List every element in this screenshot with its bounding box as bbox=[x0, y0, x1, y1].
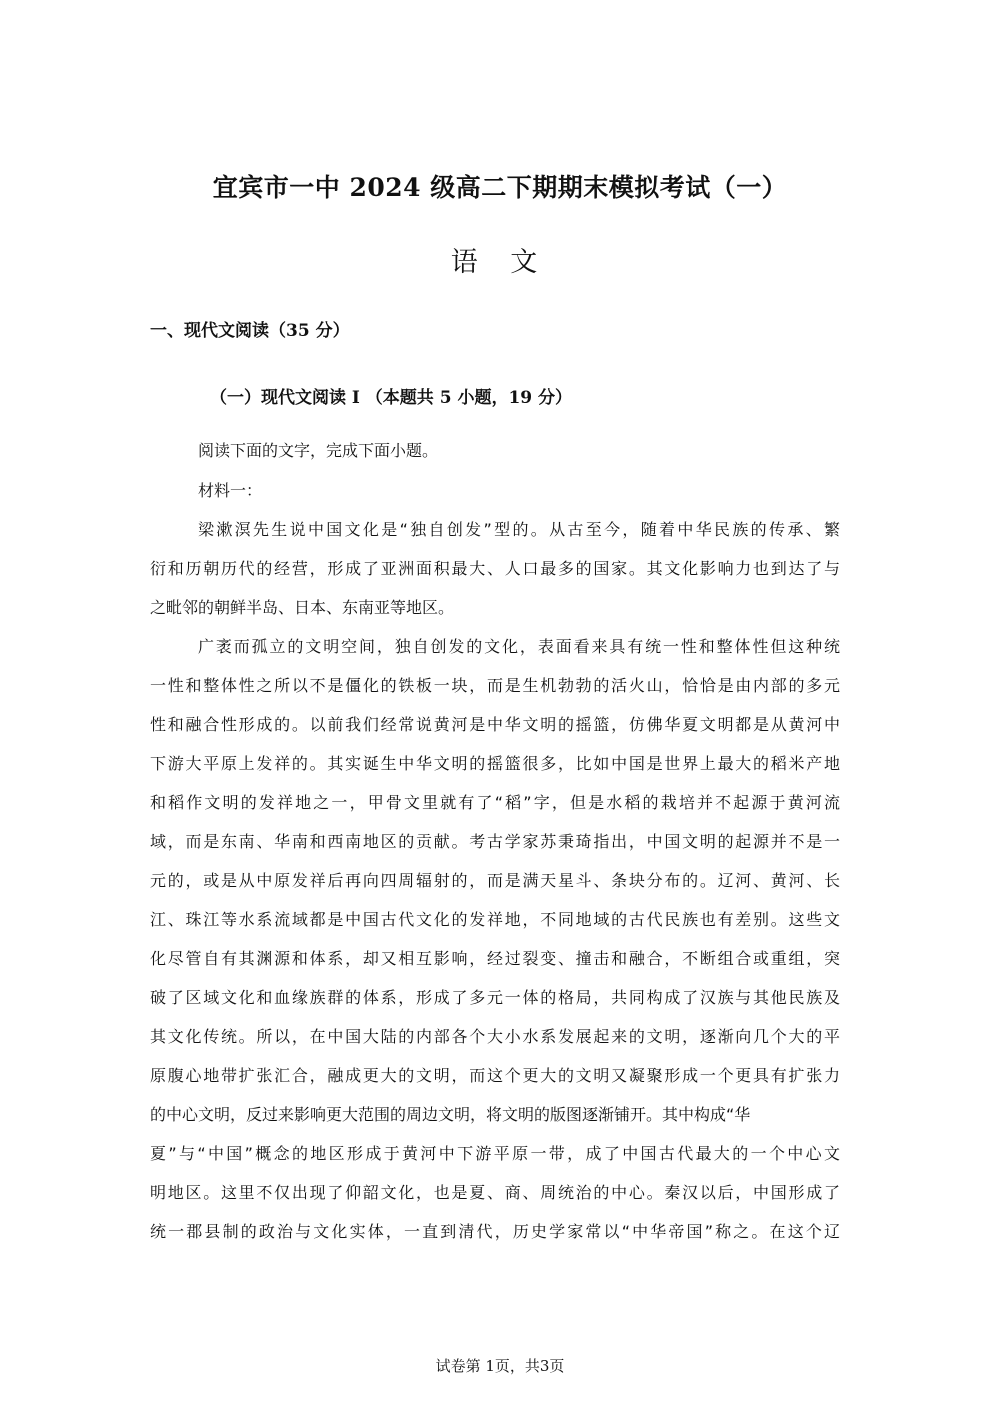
text-line: 梁漱溟先生说中国文化是“独自创发”型的。从古至今，随着中华民族的传承、繁 bbox=[198, 520, 840, 539]
text-line: 和稻作文明的发祥地之一，甲骨文里就有了“稻”字，但是水稻的栽培并不起源于黄河流 bbox=[150, 793, 840, 812]
section-heading: 一、现代文阅读（35 分） bbox=[150, 321, 350, 341]
reading-instruction: 阅读下面的文字，完成下面小题。 bbox=[198, 441, 439, 460]
text-line: 统一郡县制的政治与文化实体，一直到清代，历史学家常以“中华帝国”称之。在这个辽 bbox=[150, 1222, 840, 1241]
text-line: 元的，或是从中原发祥后再向四周辐射的，而是满天星斗、条块分布的。辽河、黄河、长 bbox=[150, 871, 840, 890]
text-line: 夏”与“中国”概念的地区形成于黄河中下游平原一带，成了中国古代最大的一个中心文 bbox=[150, 1144, 840, 1163]
page-footer: 试卷第 1页，共3页 bbox=[435, 1357, 565, 1375]
paragraph-1 bbox=[150, 510, 840, 627]
text-line: 广袤而孤立的文明空间，独自创发的文化，表面看来具有统一性和整体性但这种统 bbox=[198, 637, 840, 656]
paragraph-2 bbox=[150, 627, 840, 1251]
text-line: 破了区域文化和血缘族群的体系，形成了多元一体的格局，共同构成了汉族与其他民族及 bbox=[150, 988, 840, 1007]
text-line: 之毗邻的朝鲜半岛、日本、东南亚等地区。 bbox=[150, 598, 455, 617]
text-line: 一性和整体性之所以不是僵化的铁板一块，而是生机勃勃的活火山，恰恰是由内部的多元 bbox=[150, 676, 840, 695]
material-label: 材料一： bbox=[198, 481, 263, 500]
text-line: 明地区。这里不仅出现了仰韶文化，也是夏、商、周统治的中心。秦汉以后，中国形成了 bbox=[150, 1183, 840, 1202]
text-line: 其文化传统。所以，在中国大陆的内部各个大小水系发展起来的文明，逐渐向几个大的平 bbox=[150, 1027, 840, 1046]
text-line: 衍和历朝历代的经营，形成了亚洲面积最大、人口最多的国家。其文化影响力也到达了与 bbox=[150, 559, 840, 578]
page-title: 宜宾市一中 2024 级高二下期期末模拟考试（一） bbox=[212, 173, 788, 202]
text-line: 下游大平原上发祥的。其实诞生中华文明的摇篮很多，比如中国是世界上最大的稻米产地 bbox=[150, 754, 840, 773]
text-line: 的中心文明，反过来影响更大范围的周边文明，将文明的版图逐渐铺开。其中构成“华 bbox=[150, 1105, 751, 1124]
subject-title: 语 文 bbox=[450, 247, 550, 278]
text-line: 性和融合性形成的。以前我们经常说黄河是中华文明的摇篮，仿佛华夏文明都是从黄河中 bbox=[150, 715, 840, 734]
text-line: 域，而是东南、华南和西南地区的贡献。考古学家苏秉琦指出，中国文明的起源并不是一 bbox=[150, 832, 840, 851]
text-line: 化尽管自有其渊源和体系，却又相互影响，经过裂变、撞击和融合，不断组合或重组，突 bbox=[150, 949, 840, 968]
text-line: 原腹心地带扩张汇合，融成更大的文明，而这个更大的文明又凝聚形成一个更具有扩张力 bbox=[150, 1066, 840, 1085]
sub-section-heading: （一）现代文阅读 I （本题共 5 小题，19 分） bbox=[210, 388, 573, 408]
text-line: 江、珠江等水系流域都是中国古代文化的发祥地，不同地域的古代民族也有差别。这些文 bbox=[150, 910, 840, 929]
